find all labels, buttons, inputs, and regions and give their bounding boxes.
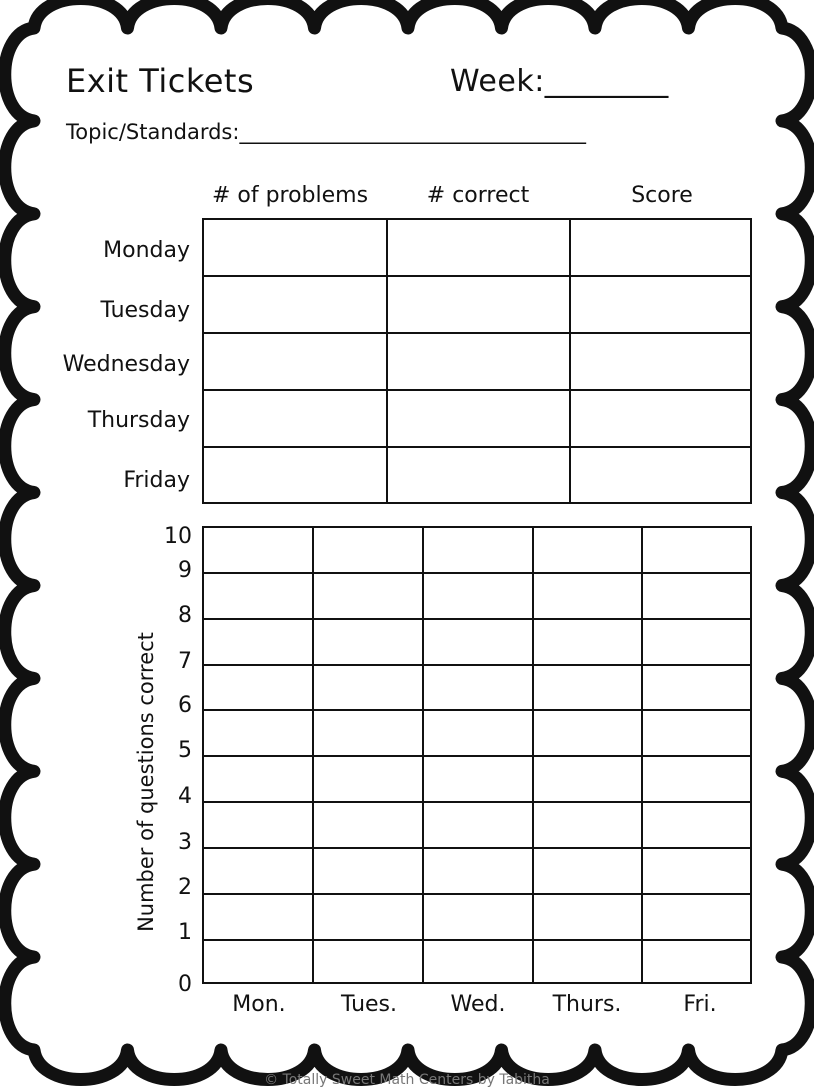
week-field: Week:________	[450, 64, 669, 99]
row-label-friday: Friday	[123, 468, 190, 493]
row-label-tuesday: Tuesday	[100, 298, 190, 323]
graph-grid-line	[204, 755, 750, 757]
table-row-divider	[204, 389, 750, 391]
x-tick-fri: Fri.	[683, 992, 717, 1017]
graph-column-line	[312, 528, 314, 982]
topic-standards-field: Topic/Standards:_________________________________	[66, 120, 586, 144]
graph-grid-line	[204, 618, 750, 620]
table-row-divider	[204, 275, 750, 277]
row-label-thursday: Thursday	[87, 408, 190, 433]
column-header-score: Score	[631, 183, 693, 208]
table-row-divider	[204, 446, 750, 448]
x-tick-mon: Mon.	[232, 992, 286, 1017]
row-label-monday: Monday	[103, 238, 190, 263]
graph-grid-line	[204, 664, 750, 666]
page-title: Exit Tickets	[66, 62, 255, 100]
x-tick-tues: Tues.	[340, 992, 398, 1017]
x-tick-thurs: Thurs.	[552, 992, 622, 1017]
y-tick-0: 0	[178, 972, 192, 997]
weekly-results-table	[202, 218, 752, 504]
x-tick-wed: Wed.	[450, 992, 506, 1017]
copyright-footer: © Totally Sweet Math Centers by Tabitha	[264, 1072, 550, 1088]
table-row-divider	[204, 332, 750, 334]
graph-grid-line	[204, 847, 750, 849]
y-tick-8: 8	[178, 603, 192, 628]
graph-grid-line	[204, 939, 750, 941]
y-tick-3: 3	[178, 830, 192, 855]
table-column-divider	[386, 220, 388, 502]
graph-grid-line	[204, 572, 750, 574]
y-axis-label: Number of questions correct	[134, 632, 158, 932]
y-tick-5: 5	[178, 738, 192, 763]
y-tick-10: 10	[164, 524, 192, 549]
column-header-problems: # of problems	[211, 183, 369, 208]
table-column-divider	[569, 220, 571, 502]
column-header-correct: # correct	[426, 183, 530, 208]
graph-grid-line	[204, 801, 750, 803]
y-tick-7: 7	[178, 649, 192, 674]
graph-column-line	[422, 528, 424, 982]
y-tick-6: 6	[178, 693, 192, 718]
graph-column-line	[532, 528, 534, 982]
y-tick-2: 2	[178, 875, 192, 900]
y-tick-9: 9	[178, 558, 192, 583]
graph-column-line	[641, 528, 643, 982]
row-label-wednesday: Wednesday	[62, 352, 190, 377]
y-tick-1: 1	[178, 920, 192, 945]
y-tick-4: 4	[178, 784, 192, 809]
graph-grid-line	[204, 893, 750, 895]
bar-graph-grid	[202, 526, 752, 984]
graph-grid-line	[204, 709, 750, 711]
